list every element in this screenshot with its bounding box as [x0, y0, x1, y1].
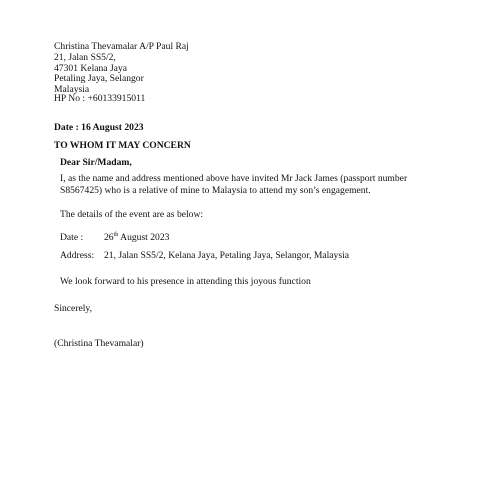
signatory-name: (Christina Thevamalar) — [54, 338, 144, 349]
letter-date: Date : 16 August 2023 — [54, 122, 144, 133]
sender-country: Malaysia — [54, 84, 90, 95]
event-address-label: Address: — [60, 250, 95, 261]
details-intro: The details of the event are as below: — [60, 209, 204, 220]
closing-line: We look forward to his presence in attending this joyous function — [60, 276, 311, 287]
sender-postcode-city: 47301 Kelana Jaya — [54, 63, 127, 74]
event-address-value: 21, Jalan SS5/2, Kelana Jaya, Petaling Jaya, Selangor, Malaysia — [104, 250, 350, 261]
event-date-suffix: th — [113, 231, 119, 238]
sign-off: Sincerely, — [54, 303, 93, 314]
event-date-value — [104, 232, 169, 243]
sender-name: Christina Thevamalar A/P Paul Raj — [54, 41, 189, 52]
event-date-month-year: August 2023 — [118, 232, 170, 243]
event-date-day: 26 — [104, 232, 114, 243]
salutation-heading: TO WHOM IT MAY CONCERN — [54, 140, 191, 151]
greeting: Dear Sir/Madam, — [60, 157, 132, 168]
sender-state: Petaling Jaya, Selangor — [54, 73, 144, 84]
sender-phone: HP No : +60133915011 — [54, 93, 146, 104]
event-date-label: Date : — [60, 232, 84, 243]
body-paragraph-line-1: I, as the name and address mentioned above have invited Mr Jack James (passport number — [60, 173, 408, 184]
body-paragraph-line-2: S8567425) who is a relative of mine to Malaysia to attend my son’s engagement. — [60, 185, 371, 196]
sender-street: 21, Jalan SS5/2, — [54, 52, 116, 63]
